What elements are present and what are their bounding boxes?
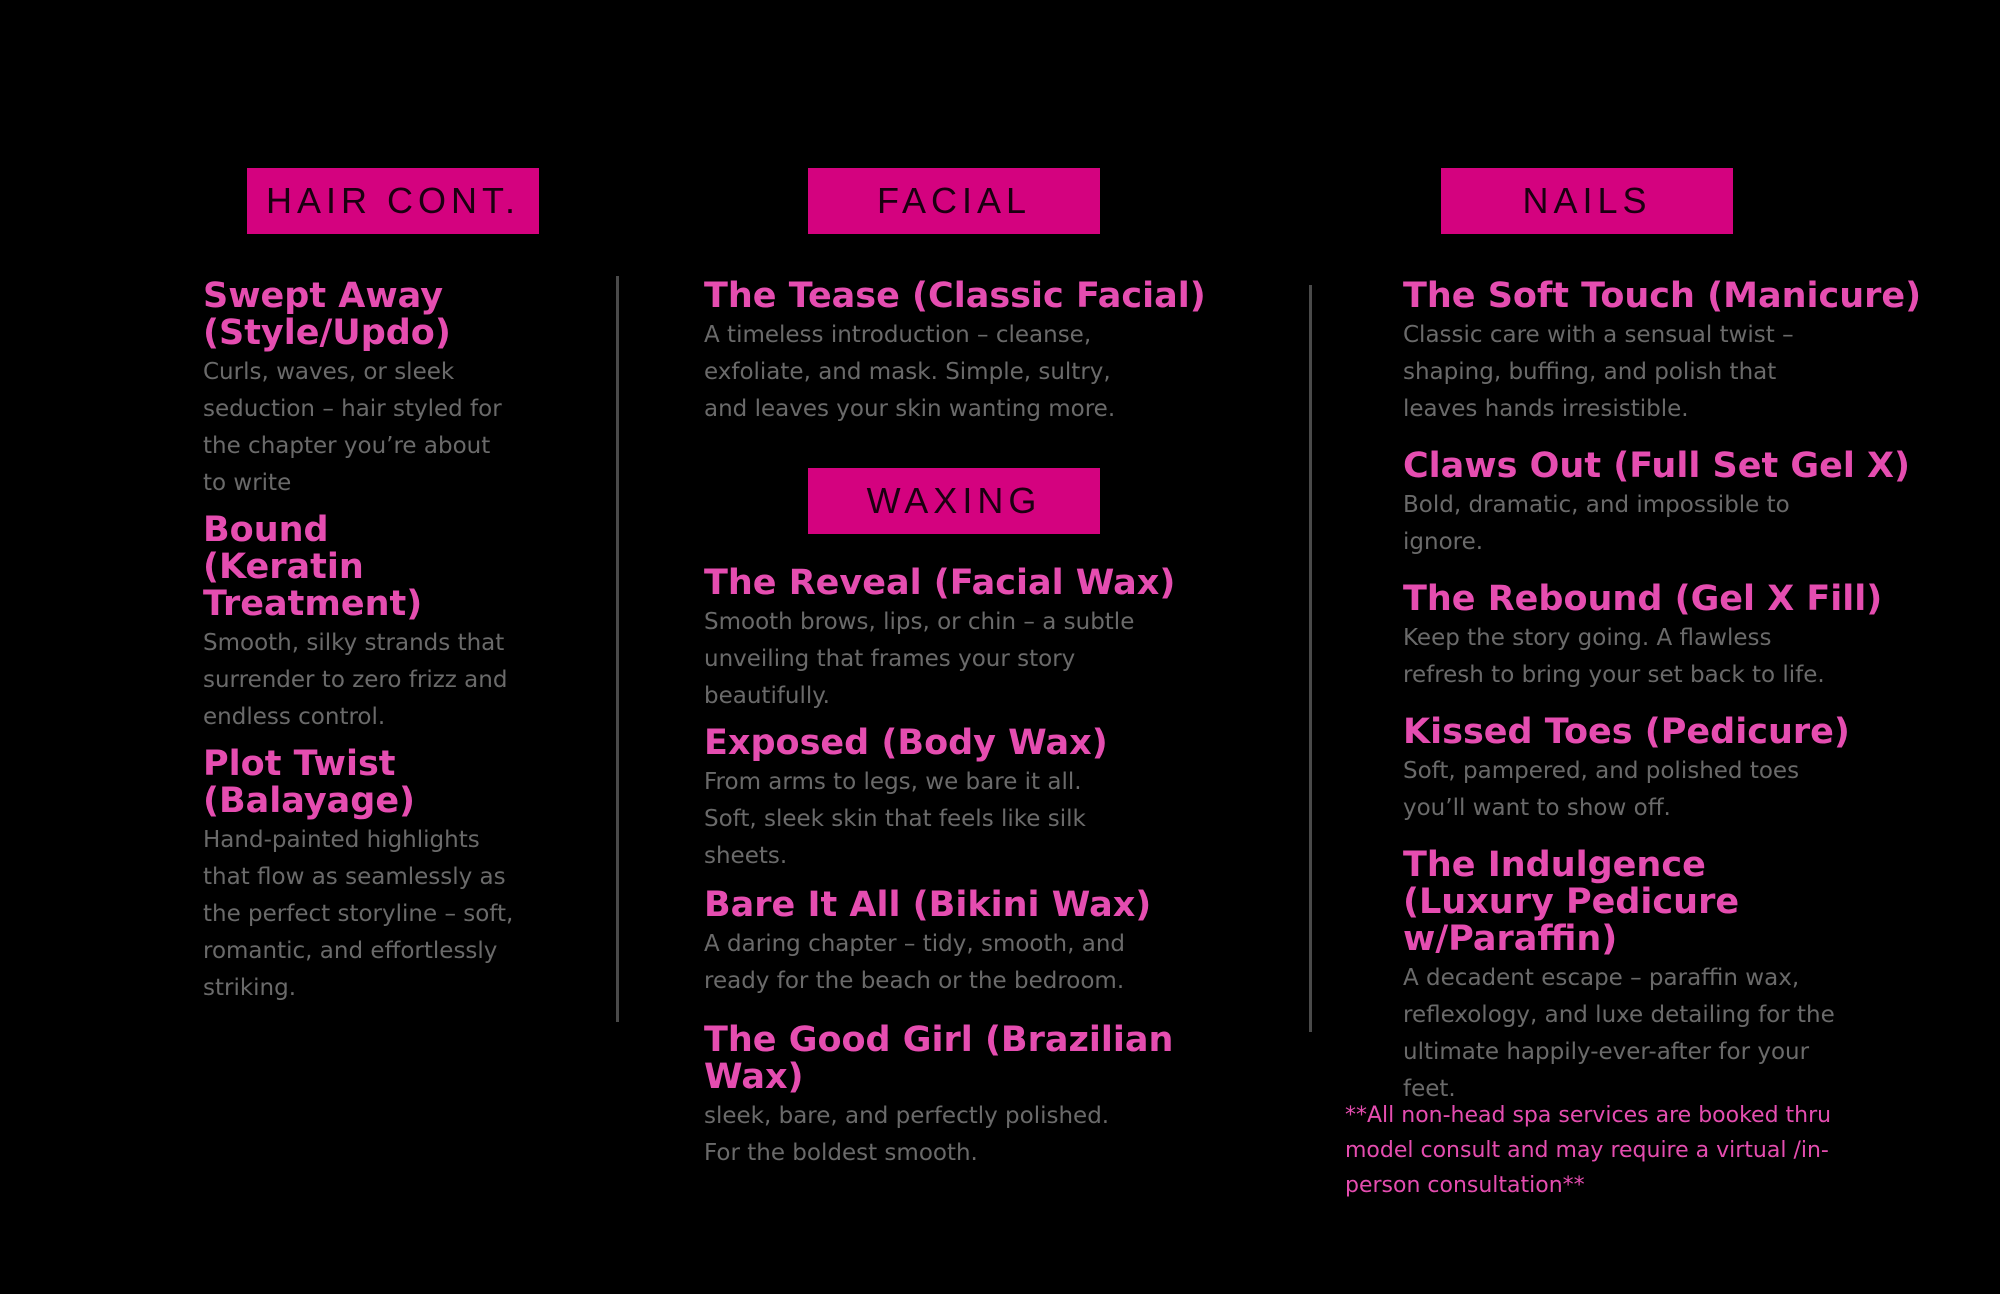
service-title: The Good Girl (Brazilian Wax) — [704, 1020, 1174, 1097]
header-hair-cont: HAIR CONT. — [247, 168, 539, 234]
service-description: Keep the story going. A flawless refresh to bring your set back to life. — [1403, 625, 1825, 688]
column-divider-right — [1309, 285, 1312, 1032]
service-description: sleek, bare, and perfectly polished. For the boldest smooth. — [704, 1103, 1110, 1166]
header-waxing: WAXING — [808, 468, 1100, 534]
hair-services-column — [203, 278, 583, 1007]
service-kissed-toes — [1403, 714, 1963, 827]
service-description: A timeless introduction – cleanse, exfoliate, and mask. Simple, sultry, and leaves your skin wanting more. — [704, 322, 1116, 422]
booking-footnote: **All non-head spa services are booked thru model consult and may require a virtual /in-person consultation** — [1345, 1103, 1832, 1198]
nails-services-column — [1403, 278, 1963, 1108]
service-title: Kissed Toes (Pedicure) — [1403, 712, 1850, 752]
waxing-services-column — [704, 565, 1284, 1172]
service-description: A daring chapter – tidy, smooth, and ready for the beach or the bedroom. — [704, 931, 1125, 994]
service-title: Exposed (Body Wax) — [704, 723, 1108, 763]
service-title: Swept Away (Style/Updo) — [203, 276, 451, 353]
service-title: The Soft Touch (Manicure) — [1403, 276, 1922, 316]
column-divider-left — [616, 276, 619, 1022]
service-the-soft-touch — [1403, 278, 1963, 428]
service-plot-twist — [203, 746, 583, 1007]
service-bound — [203, 512, 583, 736]
service-swept-away — [203, 278, 583, 502]
service-the-rebound — [1403, 581, 1963, 694]
service-description: Curls, waves, or sleek seduction – hair styled for the chapter you’re about to write — [203, 359, 502, 496]
facial-services-column — [704, 278, 1264, 428]
service-description: From arms to legs, we bare it all. Soft, sleek skin that feels like silk sheets. — [704, 769, 1086, 869]
service-title: The Reveal (Facial Wax) — [704, 563, 1176, 603]
service-description: Smooth, silky strands that surrender to zero frizz and endless control. — [203, 630, 508, 730]
service-title: Claws Out (Full Set Gel X) — [1403, 446, 1910, 486]
service-title: The Rebound (Gel X Fill) — [1403, 579, 1883, 619]
service-the-indulgence — [1403, 847, 1963, 1108]
service-description: A decadent escape – paraffin wax, reflexology, and luxe detailing for the ultimate happily-ever-after for your feet. — [1403, 965, 1835, 1102]
service-the-good-girl — [704, 1022, 1284, 1172]
service-the-tease — [704, 278, 1264, 428]
service-title: Plot Twist (Balayage) — [203, 744, 416, 821]
service-description: Hand-painted highlights that flow as seamlessly as the perfect storyline – soft, romantic, and effortlessly striking. — [203, 827, 514, 1001]
service-title: The Indulgence (Luxury Pedicure w/Paraffin) — [1403, 845, 1740, 959]
service-claws-out — [1403, 448, 1963, 561]
service-bare-it-all — [704, 887, 1284, 1000]
service-title: The Tease (Classic Facial) — [704, 276, 1206, 316]
service-description: Classic care with a sensual twist – shaping, buffing, and polish that leaves hands irresistible. — [1403, 322, 1794, 422]
service-description: Bold, dramatic, and impossible to ignore. — [1403, 492, 1790, 555]
service-description: Smooth brows, lips, or chin – a subtle unveiling that frames your story beautifully. — [704, 609, 1135, 709]
service-exposed — [704, 725, 1284, 875]
header-facial: FACIAL — [808, 168, 1100, 234]
service-the-reveal — [704, 565, 1284, 715]
service-title: Bound (Keratin Treatment) — [203, 510, 423, 624]
service-title: Bare It All (Bikini Wax) — [704, 885, 1152, 925]
service-description: Soft, pampered, and polished toes you’ll want to show off. — [1403, 758, 1800, 821]
header-nails: NAILS — [1441, 168, 1733, 234]
